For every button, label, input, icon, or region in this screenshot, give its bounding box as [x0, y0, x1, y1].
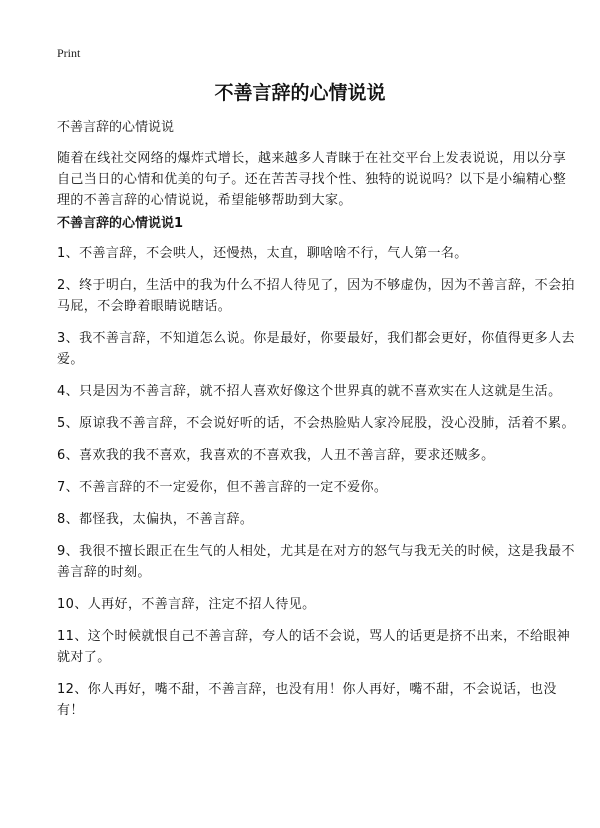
list-item: 5、原谅我不善言辞，不会说好听的话，不会热脸贴人家冷屁股，没心没肺，活着不累。 [57, 416, 575, 431]
list-item: 11、这个时候就恨自己不善言辞，夸人的话不会说，骂人的话更是挤不出来，不给眼神就对了。 [57, 629, 571, 665]
page-title: 不善言辞的心情说说 [214, 82, 386, 104]
list-item: 12、你人再好，嘴不甜，不善言辞，也没有用！你人再好，嘴不甜，不会说话，也没有！ [57, 682, 557, 718]
list-item: 8、都怪我，太偏执，不善言辞。 [57, 512, 254, 527]
intro-paragraph: 随着在线社交网络的爆炸式增长，越来越多人青睐于在社交平台上发表说说，用以分享自己当日的心情和优美的句子。还在苦苦寻找个性、独特的说说吗？以下是小编精心整理的不善言辞的心情说说，希望能够帮助到大家。 [57, 151, 567, 208]
list-item: 3、我不善言辞，不知道怎么说。你是最好，你要最好，我们都会更好，你值得更多人去爱。 [57, 331, 575, 367]
subtitle: 不善言辞的心情说说 [57, 120, 175, 135]
list-item: 9、我很不擅长跟正在生气的人相处，尤其是在对方的怒气与我无关的时候，这是我最不善言辞的时刻。 [57, 544, 575, 580]
list-item: 1、不善言辞，不会哄人，还慢热，太直，聊啥啥不行，气人第一名。 [57, 246, 468, 261]
item-list [57, 243, 577, 721]
section-heading: 不善言辞的心情说说1 [57, 216, 184, 231]
list-item: 4、只是因为不善言辞，就不招人喜欢好像这个世界真的就不喜欢实在人这就是生活。 [57, 384, 562, 399]
print-label: Print [57, 46, 81, 60]
list-item: 7、不善言辞的不一定爱你，但不善言辞的一定不爱你。 [57, 480, 388, 495]
list-item: 6、喜欢我的我不喜欢，我喜欢的不喜欢我，人丑不善言辞，要求还贼多。 [57, 448, 495, 463]
list-item: 2、终于明白，生活中的我为什么不招人待见了，因为不够虚伪，因为不善言辞，不会拍马屁，不会睁着眼睛说瞎话。 [57, 278, 575, 314]
list-item: 10、人再好，不善言辞，注定不招人待见。 [57, 597, 316, 612]
